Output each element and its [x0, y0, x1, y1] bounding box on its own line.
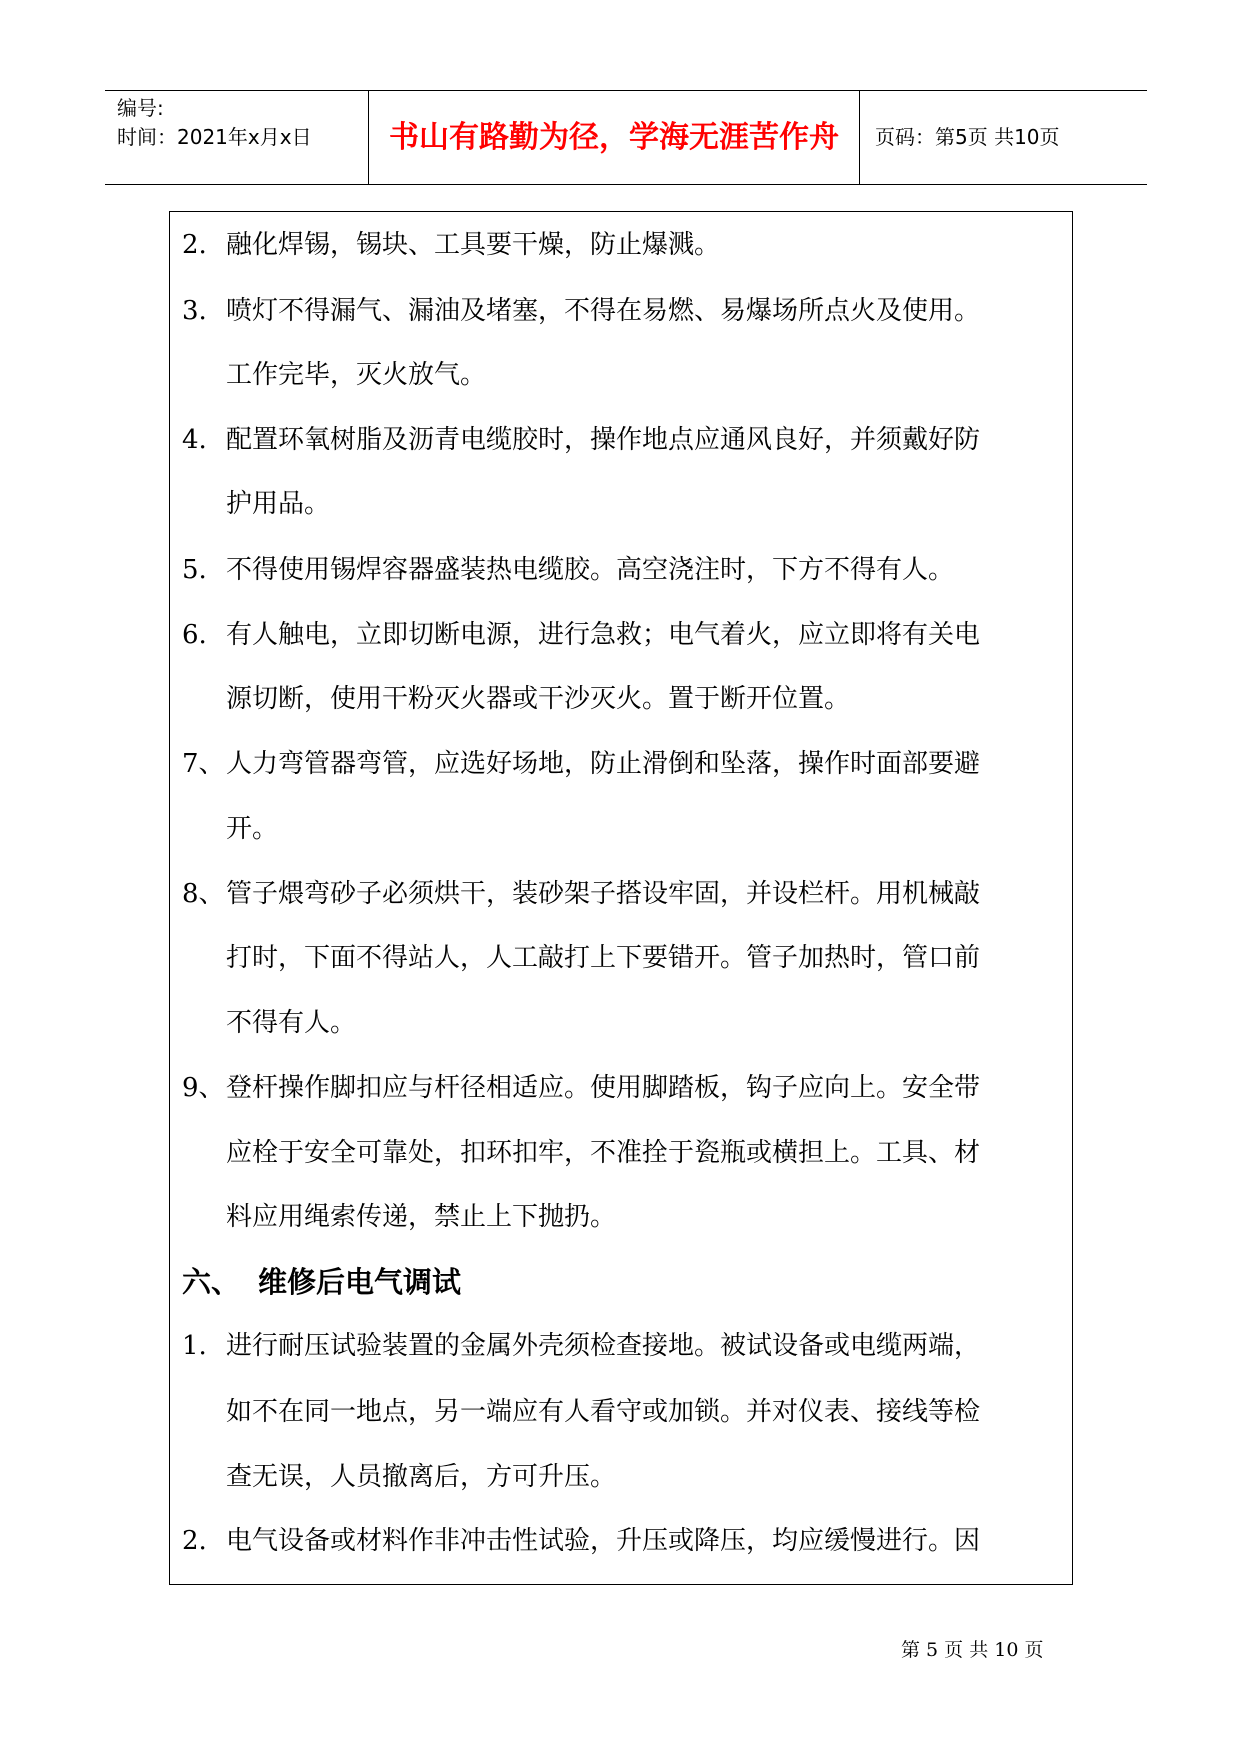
item-text: 登杆操作脚扣应与杆径相适应。使用脚踏板，钩子应向上。安全带 — [226, 1073, 981, 1103]
header-meta — [117, 91, 370, 184]
item-text: 管子煨弯砂子必须烘干，装砂架子搭设牢固，并设栏杆。用机械敲 — [226, 879, 981, 909]
item-number: 9、 — [182, 1073, 225, 1103]
item-continuation: 查无误，人员撤离后，方可升压。 — [226, 1462, 617, 1492]
item-continuation: 料应用绳索传递，禁止上下抛扔。 — [226, 1202, 617, 1232]
item-number: 5. — [182, 555, 207, 585]
list-item — [182, 1526, 980, 1556]
list-item — [182, 296, 980, 326]
number-label: 编号: — [117, 96, 164, 120]
item-number: 4. — [182, 425, 207, 455]
list-item — [182, 749, 980, 779]
item-continuation: 应栓于安全可靠处，扣环扣牢，不准拴于瓷瓶或横担上。工具、材 — [226, 1138, 981, 1168]
item-number: 2. — [182, 230, 207, 260]
item-continuation: 护用品。 — [226, 489, 331, 519]
list-item — [182, 555, 954, 585]
item-text: 进行耐压试验装置的金属外壳须检查接地。被试设备或电缆两端， — [226, 1331, 981, 1361]
section-heading — [182, 1266, 461, 1298]
item-continuation: 如不在同一地点，另一端应有人看守或加锁。并对仪表、接线等检 — [226, 1397, 981, 1427]
page-header — [105, 90, 1147, 185]
list-item — [182, 879, 980, 909]
item-continuation: 源切断，使用干粉灭火器或干沙灭火。置于断开位置。 — [226, 684, 851, 714]
list-item — [182, 1073, 980, 1103]
item-text: 配置环氧树脂及沥青电缆胶时，操作地点应通风良好，并须戴好防 — [226, 425, 981, 455]
item-number: 1. — [182, 1331, 207, 1361]
item-number: 7、 — [182, 749, 225, 779]
item-number: 6. — [182, 620, 207, 650]
item-number: 3. — [182, 296, 207, 326]
item-continuation: 工作完毕，灭火放气。 — [226, 360, 487, 390]
section-number: 六、 — [182, 1265, 241, 1299]
item-text: 喷灯不得漏气、漏油及堵塞，不得在易燃、易爆场所点火及使用。 — [226, 296, 981, 326]
list-item — [182, 230, 720, 260]
item-continuation: 开。 — [226, 814, 279, 844]
list-item — [182, 1331, 980, 1361]
list-item — [182, 620, 980, 650]
item-continuation: 不得有人。 — [226, 1008, 357, 1038]
list-item — [182, 425, 980, 455]
header-motto: 书山有路勤为径，学海无涯苦作舟 — [389, 120, 839, 155]
item-text: 人力弯管器弯管，应选好场地，防止滑倒和坠落，操作时面部要避 — [226, 749, 981, 779]
item-continuation: 打时，下面不得站人，人工敲打上下要错开。管子加热时，管口前 — [226, 943, 981, 973]
item-number: 2. — [182, 1526, 207, 1556]
time-label: 时间：2021年x月x日 — [117, 125, 312, 149]
item-text: 融化焊锡，锡块、工具要干燥，防止爆溅。 — [226, 230, 721, 260]
item-text: 有人触电，立即切断电源，进行急救；电气着火，应立即将有关电 — [226, 620, 981, 650]
page-code: 页码：第5页 共10页 — [875, 125, 1060, 149]
header-divider — [859, 91, 860, 184]
item-text: 不得使用锡焊容器盛装热电缆胶。高空浇注时，下方不得有人。 — [226, 555, 955, 585]
item-text: 电气设备或材料作非冲击性试验，升压或降压，均应缓慢进行。因 — [226, 1526, 981, 1556]
section-title: 维修后电气调试 — [258, 1265, 462, 1299]
page-footer: 第 5 页 共 10 页 — [901, 1639, 1044, 1661]
item-number: 8、 — [182, 879, 225, 909]
